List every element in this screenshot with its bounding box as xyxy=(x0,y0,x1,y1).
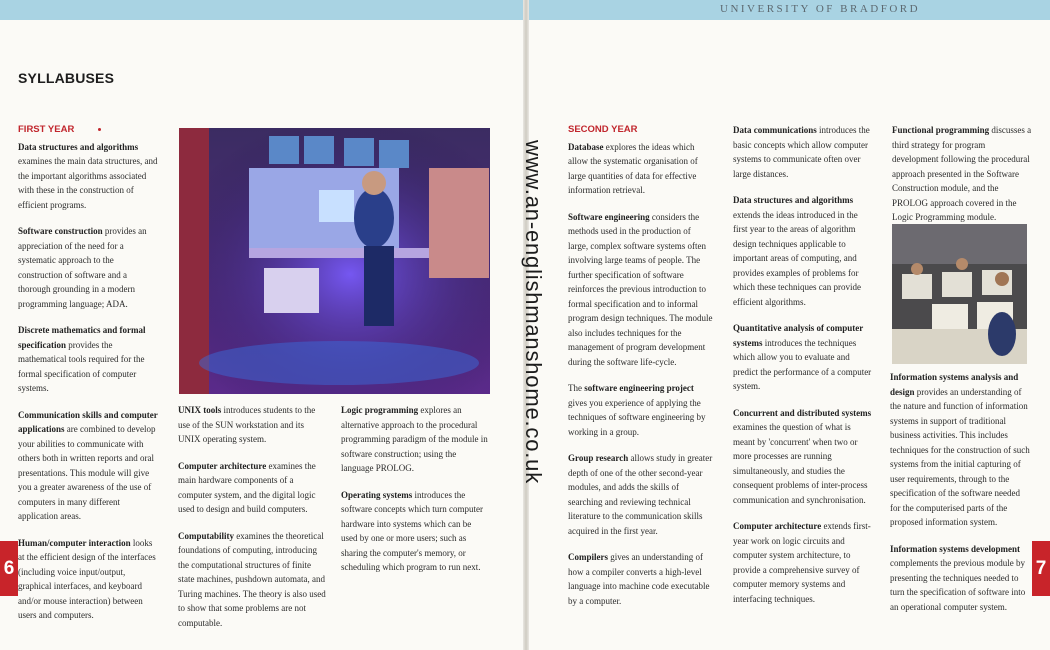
watermark-url: www.an-englishmanshome.co.uk xyxy=(521,140,546,484)
module-description: introduces the software concepts which turn computer hardware into systems which can be used by one or more users; such as sharing the computer's memory, or scheduling which program to run next. xyxy=(341,489,483,572)
module-title: Communication skills and computer applications xyxy=(18,409,158,434)
module-title: Data structures and algorithms xyxy=(18,141,139,152)
module-title: Information systems analysis and design xyxy=(890,372,1019,397)
module-list xyxy=(178,403,326,630)
module-title: Computer architecture xyxy=(733,521,822,531)
second-year-column-3-bottom xyxy=(890,370,1032,626)
module-paragraph xyxy=(892,123,1032,225)
module-title: Group research xyxy=(568,453,629,463)
module-paragraph xyxy=(733,406,873,508)
module-title: Operating systems xyxy=(341,489,413,500)
module-list xyxy=(18,140,160,623)
second-year-column-2 xyxy=(733,123,873,618)
page-heading: SYLLABUSES xyxy=(18,70,115,86)
first-year-column-1 xyxy=(18,123,160,635)
module-title: Data structures and algorithms xyxy=(733,195,854,205)
workstation-photo xyxy=(179,128,490,394)
module-description: gives an understanding of how a compiler converts a high-level language into machine code executable by a computer. xyxy=(568,552,710,606)
first-year-label: FIRST YEAR xyxy=(18,123,160,138)
module-title: Discrete mathematics and formal specification xyxy=(18,325,146,350)
module-description: provides an appreciation of the need for a systematic approach to the construction of software and a thorough grounding in a modern programming language; ADA. xyxy=(18,226,147,309)
module-paragraph xyxy=(890,370,1032,530)
module-title: Computability xyxy=(178,530,235,541)
module-list xyxy=(733,123,873,606)
second-year-column-3-top xyxy=(892,123,1032,237)
module-description: explores the ideas which allow the systematic organisation of large quantities of data for effective information retrieval. xyxy=(568,141,698,195)
module-description: discusses a third strategy for program development following the procedural approach presented in the Software Construction module, and the PROLOG approach covered in the Logic Programming module. xyxy=(892,125,1032,222)
module-description: complements the previous module by presenting the techniques needed to turn the specification of software into an operational computer system. xyxy=(890,558,1026,612)
module-description: gives you experience of applying the techniques of software engineering by working in a group. xyxy=(568,397,706,437)
module-paragraph xyxy=(568,451,713,538)
module-title: Information systems development xyxy=(890,543,1020,554)
module-paragraph xyxy=(890,542,1032,615)
module-paragraph xyxy=(18,224,160,311)
module-title: Compilers xyxy=(568,552,608,562)
module-paragraph xyxy=(568,550,713,608)
university-header: UNIVERSITY OF BRADFORD xyxy=(720,3,921,15)
module-paragraph xyxy=(178,403,326,447)
page-number-left: 6 xyxy=(0,541,18,596)
module-description: introduces the techniques which allow you to evaluate and predict the performance of a computer system. xyxy=(733,337,872,391)
module-description: examines the question of what is meant by 'concurrent' when two or more processes are running simultaneously, and studies the consequent problems of inter-process communication and synchronisation. xyxy=(733,422,868,505)
page-number-right: 7 xyxy=(1032,541,1050,596)
module-description: considers the methods used in the production of large, complex software systems often involving large teams of people. The further specification of software reinforces the previous introduction to formal specification and to informal program design techniques. The module also includes techniques for the management of program development during the software life-cycle. xyxy=(568,211,713,367)
first-year-column-3 xyxy=(341,403,489,587)
module-title: Database xyxy=(568,141,604,152)
module-description: explores an alternative approach to the procedural programming paradigm of the module in software construction; using the language PROLOG. xyxy=(341,405,488,473)
red-dot-mark xyxy=(98,128,101,131)
module-title: Human/computer interaction xyxy=(18,537,131,548)
module-description: examines the main hardware components of a computer system, and the digital logic used to design and build computers. xyxy=(178,460,316,514)
second-year-column-1 xyxy=(568,123,713,620)
module-description: looks at the efficient design of the interfaces (including voice input/output, graphical interfaces, and keyboard and/or mouse interaction) between users and computers. xyxy=(18,537,156,620)
module-paragraph xyxy=(733,321,873,394)
module-title: UNIX tools xyxy=(178,405,222,415)
top-band-left xyxy=(0,0,525,20)
module-paragraph xyxy=(18,323,160,396)
module-description: extends first-year work on logic circuits and computer system architecture, to provide a comprehensive survey of computer memory systems and interfacing techniques. xyxy=(733,521,871,604)
computer-lab-photo-graphic xyxy=(892,224,1027,364)
module-title: Functional programming xyxy=(892,125,990,135)
module-list xyxy=(568,140,713,609)
module-paragraph xyxy=(18,408,160,524)
module-title: Quantitative analysis of computer systems xyxy=(733,323,864,348)
module-description: examines the main data structures, and the important algorithms associated with these in the construction of efficient programs. xyxy=(18,156,158,210)
module-description: provides an understanding of the nature and function of information systems in support of traditional business activities. This includes techniques for the construction of such systems from the initial capturing of user requirements, through to the specification of the software needed for the computerised parts of the proposed information system. xyxy=(890,386,1030,527)
module-paragraph xyxy=(568,140,713,198)
module-list xyxy=(341,403,489,575)
module-description: allows study in greater depth of one of the other second-year modules, and adds the skills of searching and reviewing technical literature to the communication skills acquired in the first year. xyxy=(568,453,713,536)
module-paragraph xyxy=(733,193,873,309)
module-title: Data communications xyxy=(733,125,817,135)
module-title: Software construction xyxy=(18,226,103,236)
module-paragraph xyxy=(178,529,326,631)
module-title: Computer architecture xyxy=(178,460,267,471)
module-paragraph xyxy=(178,459,326,517)
module-title: software engineering project xyxy=(584,383,694,393)
module-paragraph xyxy=(568,210,713,370)
module-paragraph xyxy=(733,519,873,606)
module-title: Logic programming xyxy=(341,405,419,415)
module-intro: The xyxy=(568,383,582,393)
module-paragraph xyxy=(568,381,713,439)
module-description: introduces students to the use of the SUN workstation and its UNIX operating system. xyxy=(178,405,316,444)
module-description: are combined to develop your abilities to communicate with others both in written reports and oral presentations. This module will give you a greater awareness of the use of computers in many different application areas. xyxy=(18,424,156,521)
second-year-label: SECOND YEAR xyxy=(568,124,638,135)
module-paragraph xyxy=(733,123,873,181)
computer-lab-photo xyxy=(892,224,1027,364)
module-description: examines the theoretical foundations of computing, introducing the computational structures of finite state machines, pushdown automata, and Turing machines. The theory is also used to show that some problems are not computable. xyxy=(178,530,326,628)
module-title: Concurrent and distributed systems xyxy=(733,407,872,418)
module-paragraph xyxy=(341,488,489,575)
first-year-column-2 xyxy=(178,403,326,642)
module-paragraph xyxy=(341,403,489,476)
module-paragraph xyxy=(18,140,160,213)
workstation-photo-graphic xyxy=(179,128,490,394)
module-paragraph xyxy=(18,536,160,623)
module-list xyxy=(890,370,1032,614)
module-list xyxy=(892,123,1032,225)
module-description: extends the ideas introduced in the first year to the areas of algorithm design techniques applicable to important areas of computing, and provides examples of problems for which these techniques can provide efficient algorithms. xyxy=(733,209,861,307)
module-title: Software engineering xyxy=(568,211,650,222)
module-description: provides the mathematical tools required for the formal specification of computer systems. xyxy=(18,339,145,393)
module-description: introduces the basic concepts which allow computer systems to communicate often over large distances. xyxy=(733,125,870,179)
